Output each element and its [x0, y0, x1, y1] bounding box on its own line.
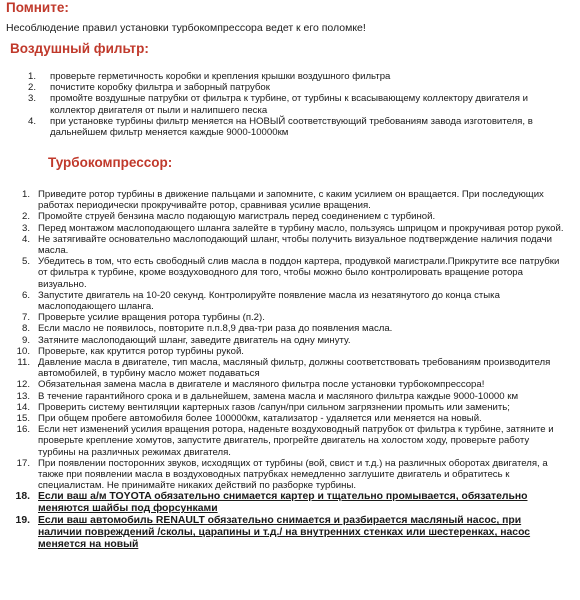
item-number: 1.: [21, 189, 30, 200]
item-number: 1.: [27, 71, 36, 82]
item-number: 7.: [21, 312, 30, 324]
item-number: 8.: [21, 323, 30, 335]
item-number: 3.: [21, 222, 30, 234]
list-item: [0, 346, 572, 357]
item-text: Перед монтажом маслоподающего шланга залейте в турбину масло, пользуясь шприцом и прокручивая ротор рукой.: [38, 222, 564, 234]
item-text: Проверьте усилие вращения ротора турбины (п.2).: [38, 312, 265, 324]
list-item: [0, 402, 572, 413]
list-item: [0, 458, 572, 492]
list-item: [0, 312, 572, 323]
item-text: Если масло не появилось, повторите п.п.8,9 два-три раза до появления масла.: [38, 323, 393, 335]
item-text: Если нет изменений усилия вращения ротора, наденьте воздуховодный патрубок от фильтра к турбине, затяните и проверьте крепление хомутов, запустите двигатель, прогрейте двигатель на холостом ходу, проверьте работу турбины на различных режимах двигателя.: [38, 424, 554, 458]
list-item: [0, 391, 572, 402]
list-item: [0, 211, 572, 222]
air-filter-list: [0, 71, 560, 138]
item-text: Давление масла в двигателе, тип масла, масляный фильтр, должны соответствовать требованиям производителя автомобилей, в турбину масло может подаваться: [38, 357, 551, 380]
item-text: при установке турбины фильтр меняется на НОВЫЙ соответствующий требованиям завода изготовителя, в дальнейшем фильтр меняется каждые 9000-10000км: [50, 115, 533, 139]
item-text: При появлении посторонних звуков, исходящих от турбины (вой, свист и т.д.) на различных оборотах двигателя, а также при появлении масла в воздуховодных патрубках немедленно заглушите двигатель и обратитесь к специалистам. Не принимайте никаких действий по разборке турбины.: [38, 457, 548, 492]
list-item: [0, 323, 572, 334]
turbo-heading: Турбокомпрессор:: [48, 155, 173, 170]
item-text: Убедитесь в том, что есть свободный слив масла в поддон картера, продувкой магистрали.Прикрутите все патрубки от фильтра к турбине, кроме воздуховодного для того, чтобы можно было контролировать вращение ротора визуально.: [38, 256, 560, 290]
list-item: [0, 379, 572, 390]
item-number: 5.: [21, 256, 30, 268]
item-text: Обязательная замена масла в двигателе и масляного фильтра после установки турбокомпрессора!: [38, 379, 485, 391]
item-number: 6.: [21, 289, 30, 301]
item-text: Если ваш автомобиль RENAULT обязательно снимается и разбирается масляный насос, при наличии повреждений /сколы, царапины и т.д./ на внутренних стенках или шестеренках, насос меняется на новый: [38, 515, 531, 551]
item-text: Если ваш а/м TOYOTA обязательно снимается картер и тщательно промывается, обязательно меняются шайбы под форсунками: [38, 491, 528, 515]
list-item: [0, 234, 572, 256]
item-text: Промойте струей бензина масло подающую магистраль перед соединением с турбиной.: [38, 211, 436, 223]
item-number: 19.: [15, 515, 30, 527]
item-number: 10.: [16, 345, 30, 357]
list-item: [0, 424, 572, 458]
item-text: проверьте герметичность коробки и крепления крышки воздушного фильтра: [50, 71, 391, 82]
item-text: В течение гарантийного срока и в дальнейшем, замена масла и масляного фильтра каждые 9000-10000 км: [38, 390, 519, 402]
item-number: 15.: [16, 413, 30, 425]
item-number: 16.: [16, 424, 30, 436]
item-text: Приведите ротор турбины в движение пальцами и запомните, с каким усилием он вращается. При последующих работах периодически прокручивайте ротор, сравнивая усилие вращения.: [38, 189, 544, 212]
remember-heading: Помните:: [6, 0, 69, 15]
item-number: 11.: [17, 357, 30, 369]
list-item: [0, 223, 572, 234]
item-number: 13.: [16, 390, 30, 402]
item-number: 12.: [16, 379, 30, 391]
list-item: [0, 413, 572, 424]
warning-text: Несоблюдение правил установки турбокомпрессора ведет к его поломке!: [6, 22, 366, 34]
item-text: При общем пробеге автомобиля более 100000км, катализатор - удаляется или меняется на новый.: [38, 413, 482, 425]
list-item: [0, 189, 572, 211]
list-item: [0, 357, 572, 379]
item-number: 2.: [21, 211, 30, 223]
item-number: 3.: [27, 93, 36, 105]
list-item: [0, 116, 560, 138]
item-number: 17.: [16, 457, 30, 469]
list-item: [0, 93, 560, 115]
item-text: Не затягивайте основательно маслоподающий шланг, чтобы получить визуальное подтверждение наличия подачи масла.: [38, 233, 553, 257]
item-number: 2.: [27, 82, 36, 94]
list-item: [0, 335, 572, 346]
item-text: Проверить систему вентиляции картерных газов /сапун/при сильном загрязнении промыть или заменить;: [38, 401, 510, 413]
item-number: 14.: [16, 401, 30, 413]
item-text: Проверьте, как крутится ротор турбины рукой.: [38, 345, 244, 357]
item-number: 4.: [27, 115, 36, 127]
item-number: 9.: [21, 334, 30, 346]
item-number: 18.: [15, 491, 30, 503]
item-number: 4.: [21, 233, 30, 245]
turbo-list: [0, 189, 572, 551]
item-text: Затяните маслоподающий шланг, заведите двигатель на одну минуту.: [38, 334, 351, 346]
list-item: [0, 82, 560, 93]
item-text: Запустите двигатель на 10-20 секунд. Контролируйте появление масла из незатянутого до конца стыка маслоподающего шланга.: [38, 289, 500, 313]
item-text: промойте воздушные патрубки от фильтра к турбине, от турбины к всасывающему коллектору двигателя и коллектор двигателя от пыли и налипшего песка: [50, 93, 528, 116]
list-item-bold: [0, 515, 572, 551]
list-item: [0, 71, 560, 82]
list-item: [0, 290, 572, 312]
list-item: [0, 256, 572, 290]
air-filter-heading: Воздушный фильтр:: [10, 41, 149, 56]
list-item-bold: [0, 491, 572, 515]
item-text: почистите коробку фильтра и заборный патрубок: [50, 82, 270, 94]
